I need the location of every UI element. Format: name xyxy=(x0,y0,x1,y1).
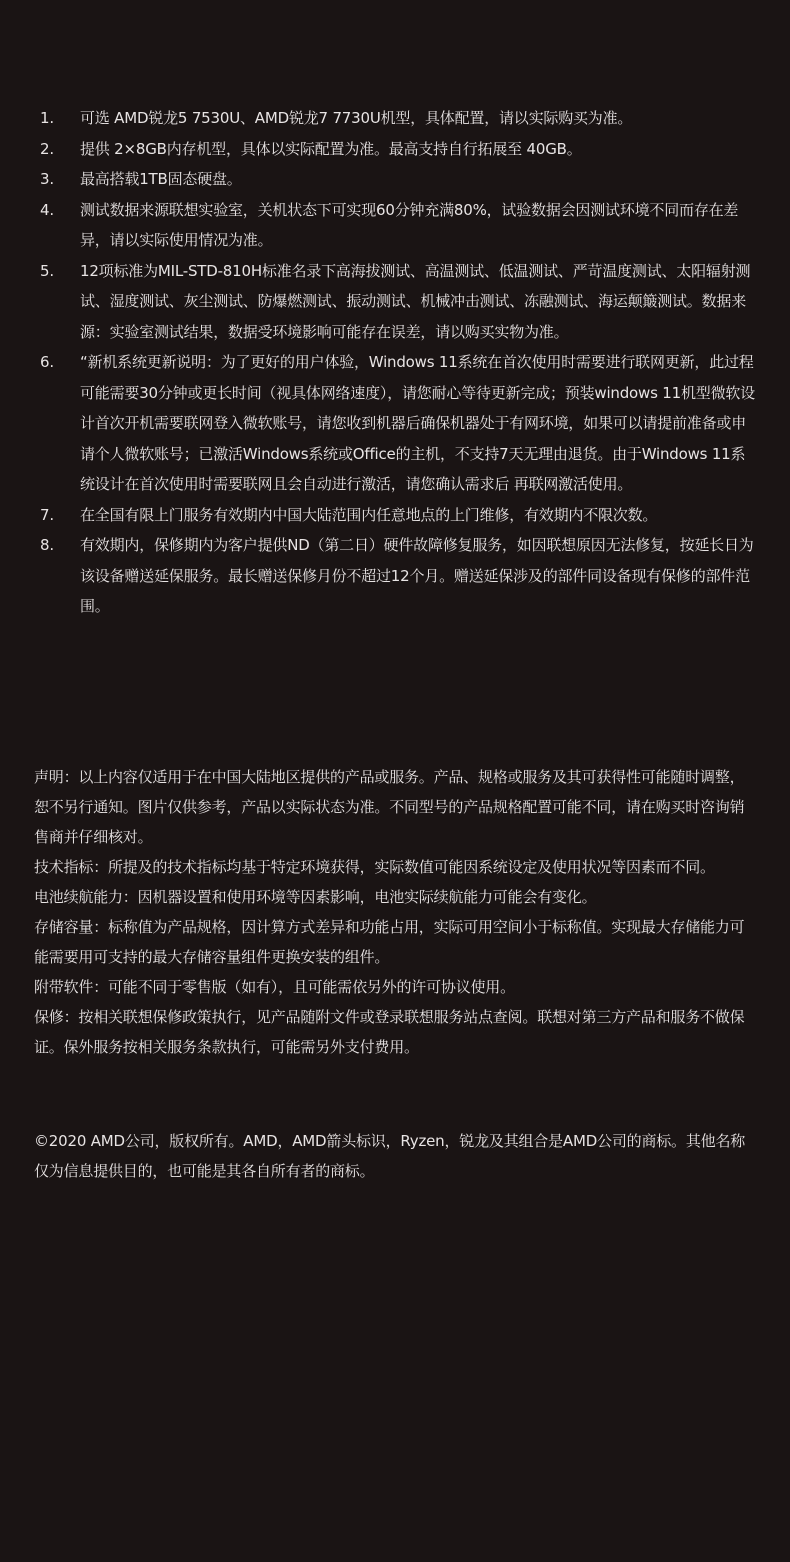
item-number: 6. xyxy=(40,353,54,371)
list-item xyxy=(40,347,760,500)
list-item xyxy=(40,195,760,256)
item-number: 7. xyxy=(40,505,54,524)
item-number: 5. xyxy=(40,261,54,280)
item-number: 8. xyxy=(40,536,54,554)
item-text: 测试数据来源联想实验室，关机状态下可实现60分钟充满80%，试验数据会因测试环境不同而存在差异，请以实际使用情况为准。 xyxy=(80,200,739,249)
software-paragraph: 附带软件：可能不同于零售版（如有），且可能需依另外的许可协议使用。 xyxy=(34,978,515,996)
item-number: 4. xyxy=(40,200,54,219)
item-number: 2. xyxy=(40,139,54,158)
item-text: 12项标准为MIL-STD-810H标准名录下高海拔测试、高温测试、低温测试、严苛温度测试、太阳辐射测试、湿度测试、灰尘测试、防爆燃测试、振动测试、机械冲击测试、冻融测试、海运颠簸测试。数据来源：实验室测试结果，数据受环境影响可能存在误差，请以购买实物为准。 xyxy=(80,261,751,341)
list-item xyxy=(40,134,760,165)
list-item xyxy=(40,500,760,531)
item-text: 最高搭载1TB固态硬盘。 xyxy=(80,170,242,188)
item-number: 1. xyxy=(40,109,54,127)
tech-specs-paragraph: 技术指标：所提及的技术指标均基于特定环境获得，实际数值可能因系统设定及使用状况等因素而不同。 xyxy=(34,858,715,876)
copyright-notice: ©2020 AMD公司，版权所有。AMD，AMD箭头标识，Ryzen，锐龙及其组合是AMD公司的商标。其他名称仅为信息提供目的，也可能是其各自所有者的商标。 xyxy=(34,1132,746,1180)
storage-paragraph: 存储容量：标称值为产品规格，因计算方式差异和功能占用，实际可用空间小于标称值。实现最大存储能力可能需要用可支持的最大存储容量组件更换安装的组件。 xyxy=(34,918,745,966)
disclaimer-section xyxy=(34,762,756,1062)
list-item xyxy=(40,164,760,195)
item-text: 在全国有限上门服务有效期内中国大陆范围内任意地点的上门维修，有效期内不限次数。 xyxy=(80,505,658,524)
item-text: 有效期内，保修期内为客户提供ND（第二日）硬件故障修复服务，如因联想原因无法修复，按延长日为该设备赠送延保服务。最长赠送保修月份不超过12个月。赠送延保涉及的部件同设备现有保修的部件范围。 xyxy=(80,536,754,615)
warranty-paragraph: 保修：按相关联想保修政策执行，见产品随附文件或登录联想服务站点查阅。联想对第三方产品和服务不做保证。保外服务按相关服务条款执行，可能需另外支付费用。 xyxy=(34,1008,745,1056)
statement-paragraph: 声明：以上内容仅适用于在中国大陆地区提供的产品或服务。产品、规格或服务及其可获得性可能随时调整，恕不另行通知。图片仅供参考，产品以实际状态为准。不同型号的产品规格配置可能不同，请在购买时咨询销售商并仔细核对。 xyxy=(34,768,745,846)
battery-paragraph: 电池续航能力：因机器设置和使用环境等因素影响，电池实际续航能力可能会有变化。 xyxy=(34,888,597,906)
list-item xyxy=(40,256,760,348)
item-number: 3. xyxy=(40,170,54,188)
item-text: 可选 AMD锐龙5 7530U、AMD锐龙7 7730U机型，具体配置，请以实际购买为准。 xyxy=(80,109,633,127)
list-item xyxy=(40,103,760,134)
footnote-list xyxy=(40,103,760,622)
item-text: “新机系统更新说明：为了更好的用户体验，Windows 11系统在首次使用时需要进行联网更新，此过程可能需要30分钟或更长时间（视具体网络速度），请您耐心等待更新完成；预装windows 11机型微软设计首次开机需要联网登入微软账号，请您收到机器后确保机器处于有网环境，如果可以请提前准备或申请个人微软账号；已激活Windows系统或Office的主机，不支持7天无理由退货。由于Windows 11系统设计在首次使用时需要联网且会自动进行激活，请您确认需求后 再联网激活使用。 xyxy=(80,353,755,493)
item-text: 提供 2×8GB内存机型，具体以实际配置为准。最高支持自行拓展至 40GB。 xyxy=(80,139,582,158)
list-item xyxy=(40,530,760,622)
